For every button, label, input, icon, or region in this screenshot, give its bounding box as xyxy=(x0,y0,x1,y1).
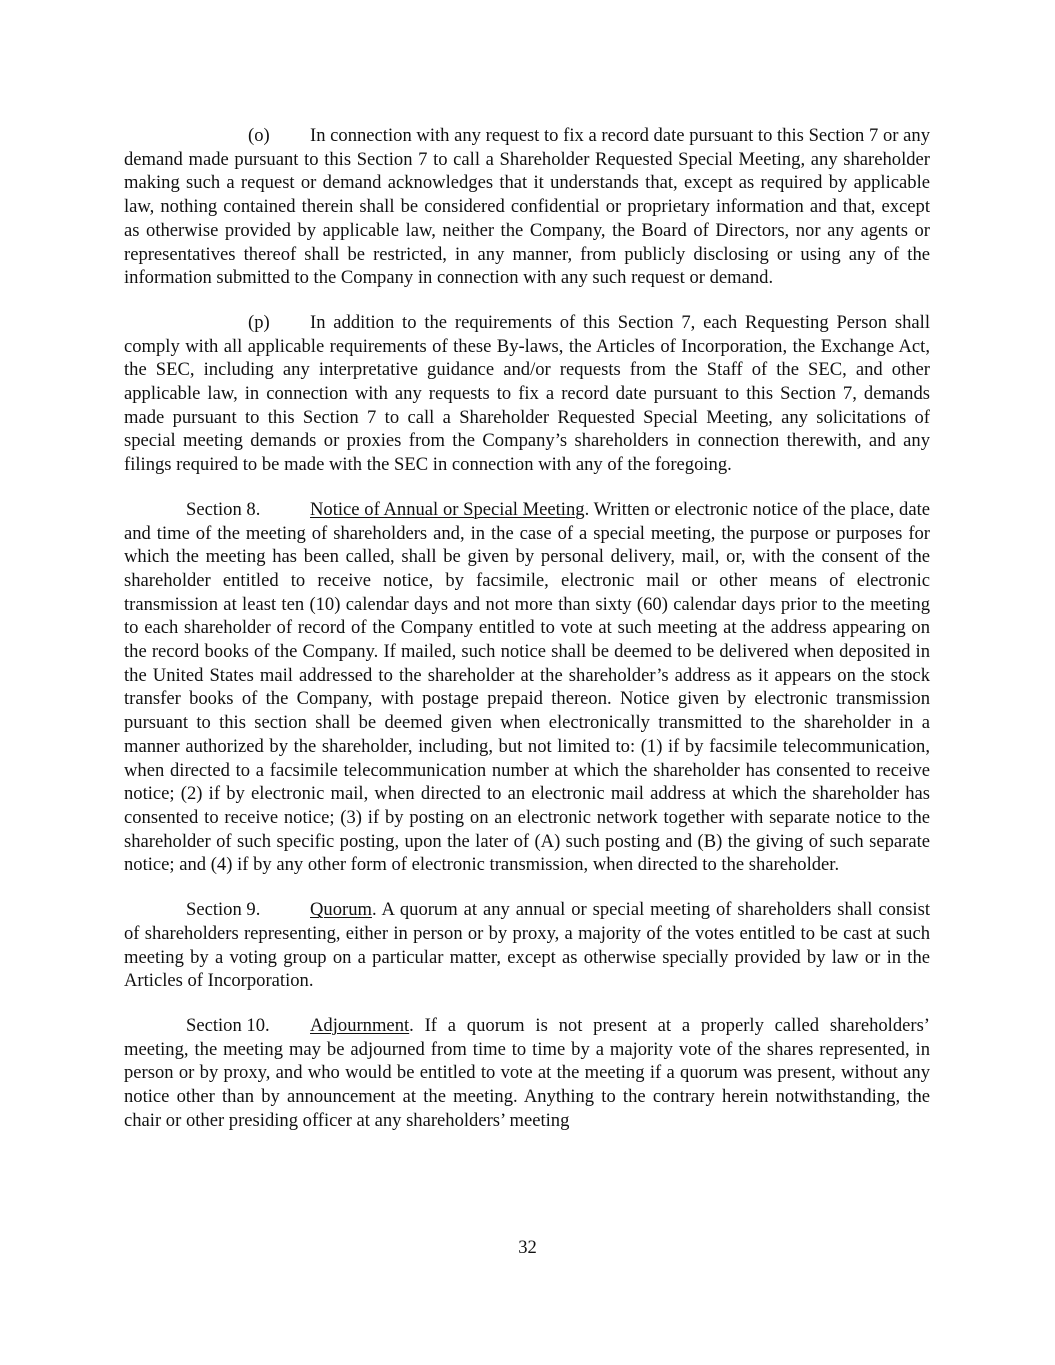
section-10-label: Section 10. xyxy=(186,1014,270,1036)
paragraph-o-label: (o) xyxy=(248,125,270,146)
document-page xyxy=(124,124,930,1153)
paragraph-p-text: In addition to the requirements of this Section 7, each Requesting Person shall comply with all applicable requirements of these By-laws, the Articles of Incorporation, the Exchange Act, the SEC, including any interpretative guidance and/or requests from the Staff of the SEC, and other applicable law, in connection with any requests to fix a record date pursuant to this Section 7, demands made pursuant to this Section 7 to call a Shareholder Requested Special Meeting, any solicitations of special meeting demands or proxies from the Company’s shareholders in connection therewith, and any filings required to be made with the SEC in connection with any of the foregoing. xyxy=(124,311,930,476)
section-9 xyxy=(124,898,930,993)
paragraph-o xyxy=(124,124,930,290)
section-8-heading: Notice of Annual or Special Meeting xyxy=(310,498,585,520)
section-10-heading: Adjournment xyxy=(310,1014,410,1036)
section-9-text: . A quorum at any annual or special meeting of shareholders shall consist of shareholders representing, either in person or by proxy, a majority of the votes entitled to be cast at such meeting by a voting group on a particular matter, except as otherwise specially provided by law or in the Articles of Incorporation. xyxy=(124,899,930,992)
paragraph-o-text: In connection with any request to fix a record date pursuant to this Section 7 or any demand made pursuant to this Section 7 to call a Shareholder Requested Special Meeting, any shareholder making such a request or demand acknowledges that it understands that, except as required by applicable law, nothing contained therein shall be considered confidential or proprietary information and that, except as otherwise provided by applicable law, neither the Company, the Board of Directors, nor any agents or representatives thereof shall be restricted, in any manner, from publicly disclosing or using any of the information submitted to the Company in connection with any such request or demand. xyxy=(124,125,930,289)
page-number: 32 xyxy=(518,1237,537,1258)
paragraph-p xyxy=(124,311,930,477)
section-8-text: . Written or electronic notice of the place, date and time of the meeting of shareholders and, in the case of a special meeting, the purpose or purposes for which the meeting has been called, shall be given by personal delivery, mail, or, with the consent of the shareholder entitled to receive notice, by facsimile, electronic mail or other means of electronic transmission at least ten (10) calendar days and not more than sixty (60) calendar days prior to the meeting to each shareholder of record of the Company entitled to vote at such meeting at the address appearing on the record books of the Company. If mailed, such notice shall be deemed to be delivered when deposited in the United States mail addressed to the shareholder at the shareholder’s address as it appears on the stock transfer books of the Company, with postage prepaid thereon. Notice given by electronic transmission pursuant to this section shall be deemed given when electronically transmitted to the shareholder in a manner authorized by the shareholder, including, but not limited to: (1) if by facsimile telecommunication, when directed to a facsimile telecommunication number at which the shareholder has consented to receive notice; (2) if by electronic mail, when directed to an electronic mail address at which the shareholder has consented to receive notice; (3) if by posting on an electronic network together with separate notice to the shareholder of such specific posting, upon the later of (A) such posting and (B) the giving of such separate notice; and (4) if by any other form of electronic transmission, when directed to the shareholder. xyxy=(124,498,930,876)
section-8 xyxy=(124,498,930,877)
section-8-label: Section 8. xyxy=(186,498,261,520)
section-9-heading: Quorum xyxy=(310,899,372,921)
section-10-text: . If a quorum is not present at a properly called shareholders’ meeting, the meeting may be adjourned from time to time by a majority vote of the shares represented, in person or by proxy, and who would be entitled to vote at the meeting if a quorum was present, without any notice other than by announcement at the meeting. Anything to the contrary herein notwithstanding, the chair or other presiding officer at any shareholders’ meeting xyxy=(124,1014,930,1131)
section-9-label: Section 9. xyxy=(186,899,261,921)
paragraph-p-label: (p) xyxy=(248,311,270,333)
section-10 xyxy=(124,1014,930,1133)
